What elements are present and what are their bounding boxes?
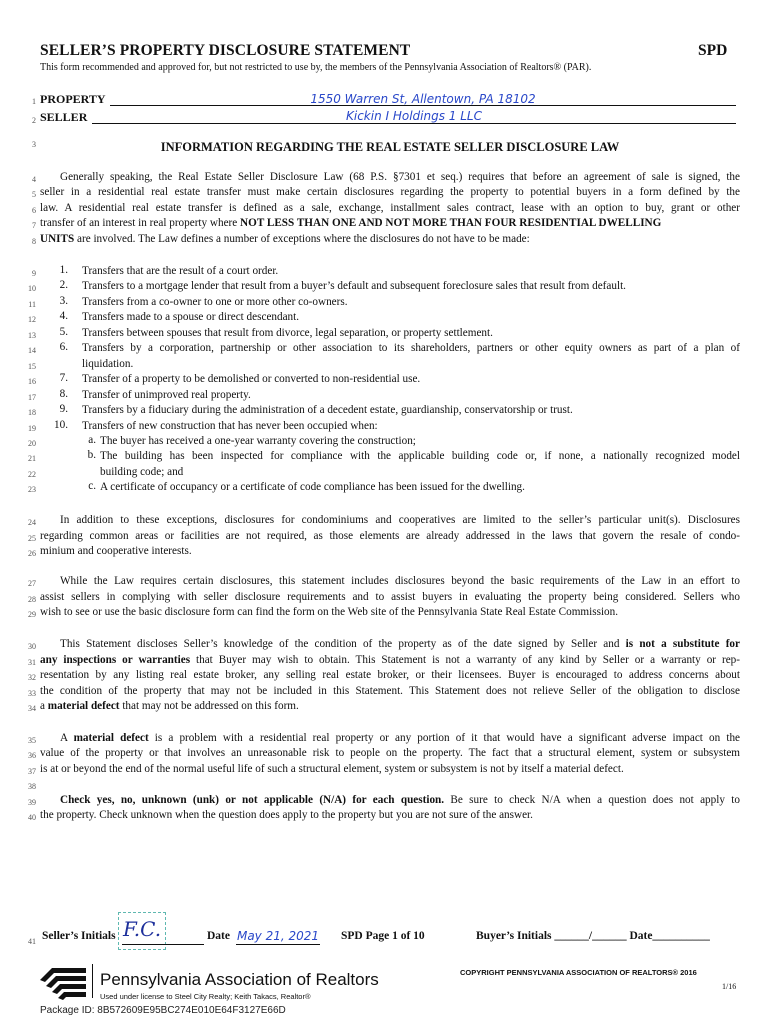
line-number: 26 (28, 549, 36, 558)
package-id: Package ID: 8B572609E95BC274E010E64F3127E66D (40, 1005, 286, 1016)
paragraph-line: regarding common areas or facilities are not required, as those elements are already addressed in the laws that govern the resale of condo- (40, 530, 740, 542)
line-number: 25 (28, 534, 36, 543)
paragraph-text: Be sure to check N/A when a question does not apply to (444, 794, 740, 806)
exception-number: 1. (59, 264, 68, 276)
sub-item: The buyer has received a one-year warranty covering the construction; (100, 434, 416, 447)
paragraph-emphasis: any inspections or warranties (40, 654, 191, 666)
intro-line (40, 232, 740, 248)
paragraph-line: minium and cooperative interests. (40, 545, 192, 557)
form-title: SELLER’S PROPERTY DISCLOSURE STATEMENT (40, 42, 411, 59)
exception-number: 3. (59, 294, 68, 307)
par-logo-icon (38, 962, 88, 1002)
intro-text: are involved. The Law defines a number of exceptions where the disclosures do not have to be made: (74, 233, 530, 245)
line-number: 9 (32, 269, 36, 278)
paragraph-emphasis: material defect (47, 700, 120, 712)
paragraph-line: value of the property or that involves an unreasonable risk to people on the property. The fact that a structural element, system or subsystem (40, 747, 740, 759)
initials-underline (122, 944, 204, 945)
paragraph-line: assist sellers in complying with seller disclosure requirements and to assist buyers in evaluating the property being considered. Sellers who (40, 591, 740, 603)
paragraph-emphasis: material defect (73, 732, 149, 744)
buyers-initials-label: Buyer’s Initials ______/______ Date__________ (476, 930, 710, 942)
paragraph-line: is at or beyond the end of the normal useful life of such a structural element, system or subsystem is not by itself a material defect. (40, 763, 624, 775)
sub-item-letter: a. (88, 433, 96, 446)
line-number: 21 (28, 454, 36, 464)
line-number: 6 (32, 206, 36, 215)
exception-item: Transfers that are the result of a court order. (82, 265, 279, 277)
paragraph-line (40, 653, 740, 669)
line-number: 32 (28, 673, 36, 682)
line-number: 12 (28, 315, 36, 325)
intro-text: transfer of an interest in real property where (40, 217, 241, 229)
sub-item-letter: c. (88, 480, 96, 493)
exception-item-continued: liquidation. (82, 357, 134, 370)
intro-line: seller in a residential real estate transfer must make certain disclosures regarding the property to potential buyers in a form defined by the (40, 186, 740, 198)
intro-line: Generally speaking, the Real Estate Seller Disclosure Law (68 P.S. §7301 et seq.) requires that before an agreement of sale is signed, the (60, 171, 740, 183)
sub-item-continued: building code; and (100, 465, 184, 478)
line-number: 29 (28, 610, 36, 619)
line-number: 31 (28, 658, 36, 667)
paragraph-text: This Statement discloses Seller’s knowledge of the condition of the property as of the date signed by Seller and (60, 638, 626, 650)
paragraph-line (40, 699, 740, 715)
line-number: 19 (28, 423, 36, 433)
line-number: 3 (32, 140, 36, 149)
date-underline (236, 944, 320, 945)
line-number: 27 (28, 579, 36, 588)
form-code: SPD (698, 42, 728, 59)
line-number: 2 (32, 116, 36, 125)
property-label: PROPERTY (40, 92, 106, 106)
line-number: 24 (28, 518, 36, 527)
sellers-initials-label: Seller’s Initials (42, 930, 116, 942)
exception-number: 10. (54, 418, 68, 431)
line-number: 37 (28, 767, 36, 776)
exception-item: Transfer of unimproved real property. (82, 388, 251, 401)
exception-number: 8. (59, 387, 68, 400)
date-label: Date (207, 930, 230, 942)
line-number: 40 (28, 813, 36, 822)
exception-number: 5. (59, 325, 68, 338)
date-field[interactable]: May 21, 2021 (236, 929, 320, 943)
line-number: 16 (28, 377, 36, 387)
initials-signature: F.C. (123, 917, 162, 941)
exception-item: Transfers made to a spouse or direct descendant. (82, 311, 300, 324)
exception-item: Transfer of a property to be demolished or converted to non-residential use. (82, 373, 421, 386)
paragraph-text: A (60, 732, 74, 744)
line-number: 41 (28, 937, 36, 946)
form-subtitle: This form recommended and approved for, but not restricted to use by, the members of the Pennsylvania Association of Realtors® (PAR). (40, 62, 592, 73)
paragraph-line (60, 731, 740, 747)
line-number: 28 (28, 595, 36, 604)
page-label: SPD Page 1 of 10 (341, 930, 425, 942)
line-number: 39 (28, 798, 36, 807)
paragraph-line: wish to see or use the basic disclosure form can find the form on the Web site of the Pennsylvania State Real Estate Commission. (40, 606, 619, 618)
paragraph-text: is a problem with a residential real property or any portion of it that would have a significant adverse impact on the (148, 732, 741, 744)
line-number: 20 (28, 438, 36, 448)
paragraph-line (60, 637, 740, 653)
org-name: Pennsylvania Association of Realtors (100, 970, 379, 989)
exception-item: Transfers by a corporation, partnership or other association to its shareholders, partners or other equity owners as part of a plan of (82, 342, 740, 355)
intro-line (40, 216, 740, 232)
seller-underline (92, 123, 736, 124)
exception-number: 2. (59, 279, 68, 292)
paragraph-line (60, 793, 740, 809)
paragraph-text: that may not be addressed on this form. (119, 700, 299, 712)
copyright: COPYRIGHT PENNSYLVANIA ASSOCIATION OF REALTORS® 2016 (460, 968, 697, 977)
logo-divider (92, 964, 93, 998)
line-number: 17 (28, 392, 36, 402)
line-number: 5 (32, 190, 36, 199)
page-code: 1/16 (722, 982, 737, 991)
line-number: 4 (32, 175, 36, 184)
sub-item: The building has been inspected for compliance with the applicable building code or, if none, a nationally recognized model (100, 450, 740, 463)
paragraph-line: the property. Check unknown when the question does apply to the property but you are not sure of the answer. (40, 809, 533, 821)
intro-line: law. A residential real estate transfer is defined as a sale, exchange, installment sales contract, lease with an option to buy, grant or other (40, 202, 740, 214)
intro-emphasis: NOT LESS THAN ONE AND NOT MORE THAN FOUR RESIDENTIAL DWELLING (240, 217, 662, 229)
line-number: 18 (28, 408, 36, 418)
paragraph-text: that Buyer may wish to obtain. This Statement is not a warranty of any kind by Seller or a warranty or rep- (190, 654, 740, 666)
exception-item: Transfers to a mortgage lender that result from a buyer’s default and subsequent foreclosure sales that result from default. (82, 280, 626, 293)
line-number: 7 (32, 221, 36, 230)
line-number: 8 (32, 237, 36, 246)
paragraph-line: While the Law requires certain disclosures, this statement includes disclosures beyond the basic requirements of the Law in an effort to (60, 575, 740, 587)
exception-item: Transfers by a fiduciary during the administration of a decedent estate, guardianship, conservatorship or trust. (82, 404, 573, 417)
sub-item-letter: b. (87, 449, 96, 462)
line-number: 1 (32, 97, 36, 106)
seller-field[interactable]: Kickin I Holdings 1 LLC (346, 109, 482, 123)
line-number: 11 (28, 299, 36, 309)
exception-item: Transfers between spouses that result from divorce, legal separation, or property settlement. (82, 326, 493, 339)
line-number: 15 (28, 361, 36, 371)
line-number: 30 (28, 642, 36, 651)
exception-number: 4. (59, 310, 68, 323)
intro-emphasis: UNITS (40, 233, 75, 245)
line-number: 35 (28, 736, 36, 745)
line-number: 13 (28, 330, 36, 340)
sub-item: A certificate of occupancy or a certificate of code compliance has been issued for the dwelling. (100, 481, 525, 494)
line-number: 14 (28, 346, 36, 356)
line-number: 23 (28, 485, 36, 495)
license-note: Used under license to Steel City Realty; Keith Takacs, Realtor® (100, 992, 311, 1001)
line-number: 38 (28, 782, 36, 791)
paragraph-text: a (40, 700, 48, 712)
exception-number: 9. (59, 403, 68, 416)
line-number: 33 (28, 689, 36, 698)
line-number: 34 (28, 704, 36, 713)
paragraph-line: the condition of the property that may not be included in this Statement. This Statement does not relieve Seller of the obligation to disclose (40, 685, 740, 697)
paragraph-line: resentation by any listing real estate broker, any selling real estate broker, or their licensees. Buyer is encouraged to address concerns about (40, 669, 740, 681)
line-number: 22 (28, 469, 36, 479)
property-field[interactable]: 1550 Warren St, Allentown, PA 18102 (310, 92, 536, 106)
paragraph-line: In addition to these exceptions, disclosures for condominiums and cooperatives are limited to the seller’s particular unit(s). Disclosures (60, 514, 740, 526)
exception-item: Transfers from a co-owner to one or more other co-owners. (82, 295, 348, 308)
exception-item: Transfers of new construction that has never been occupied when: (82, 419, 378, 432)
section-heading: INFORMATION REGARDING THE REAL ESTATE SELLER DISCLOSURE LAW (160, 140, 620, 154)
paragraph-emphasis: Check yes, no, unknown (unk) or not applicable (N/A) for each question. (60, 794, 445, 806)
paragraph-emphasis: is not a substitute for (625, 638, 740, 650)
line-number: 36 (28, 751, 36, 760)
seller-label: SELLER (40, 110, 88, 124)
exception-number: 6. (59, 341, 68, 354)
exception-number: 7. (59, 372, 68, 385)
line-number: 10 (28, 284, 36, 294)
